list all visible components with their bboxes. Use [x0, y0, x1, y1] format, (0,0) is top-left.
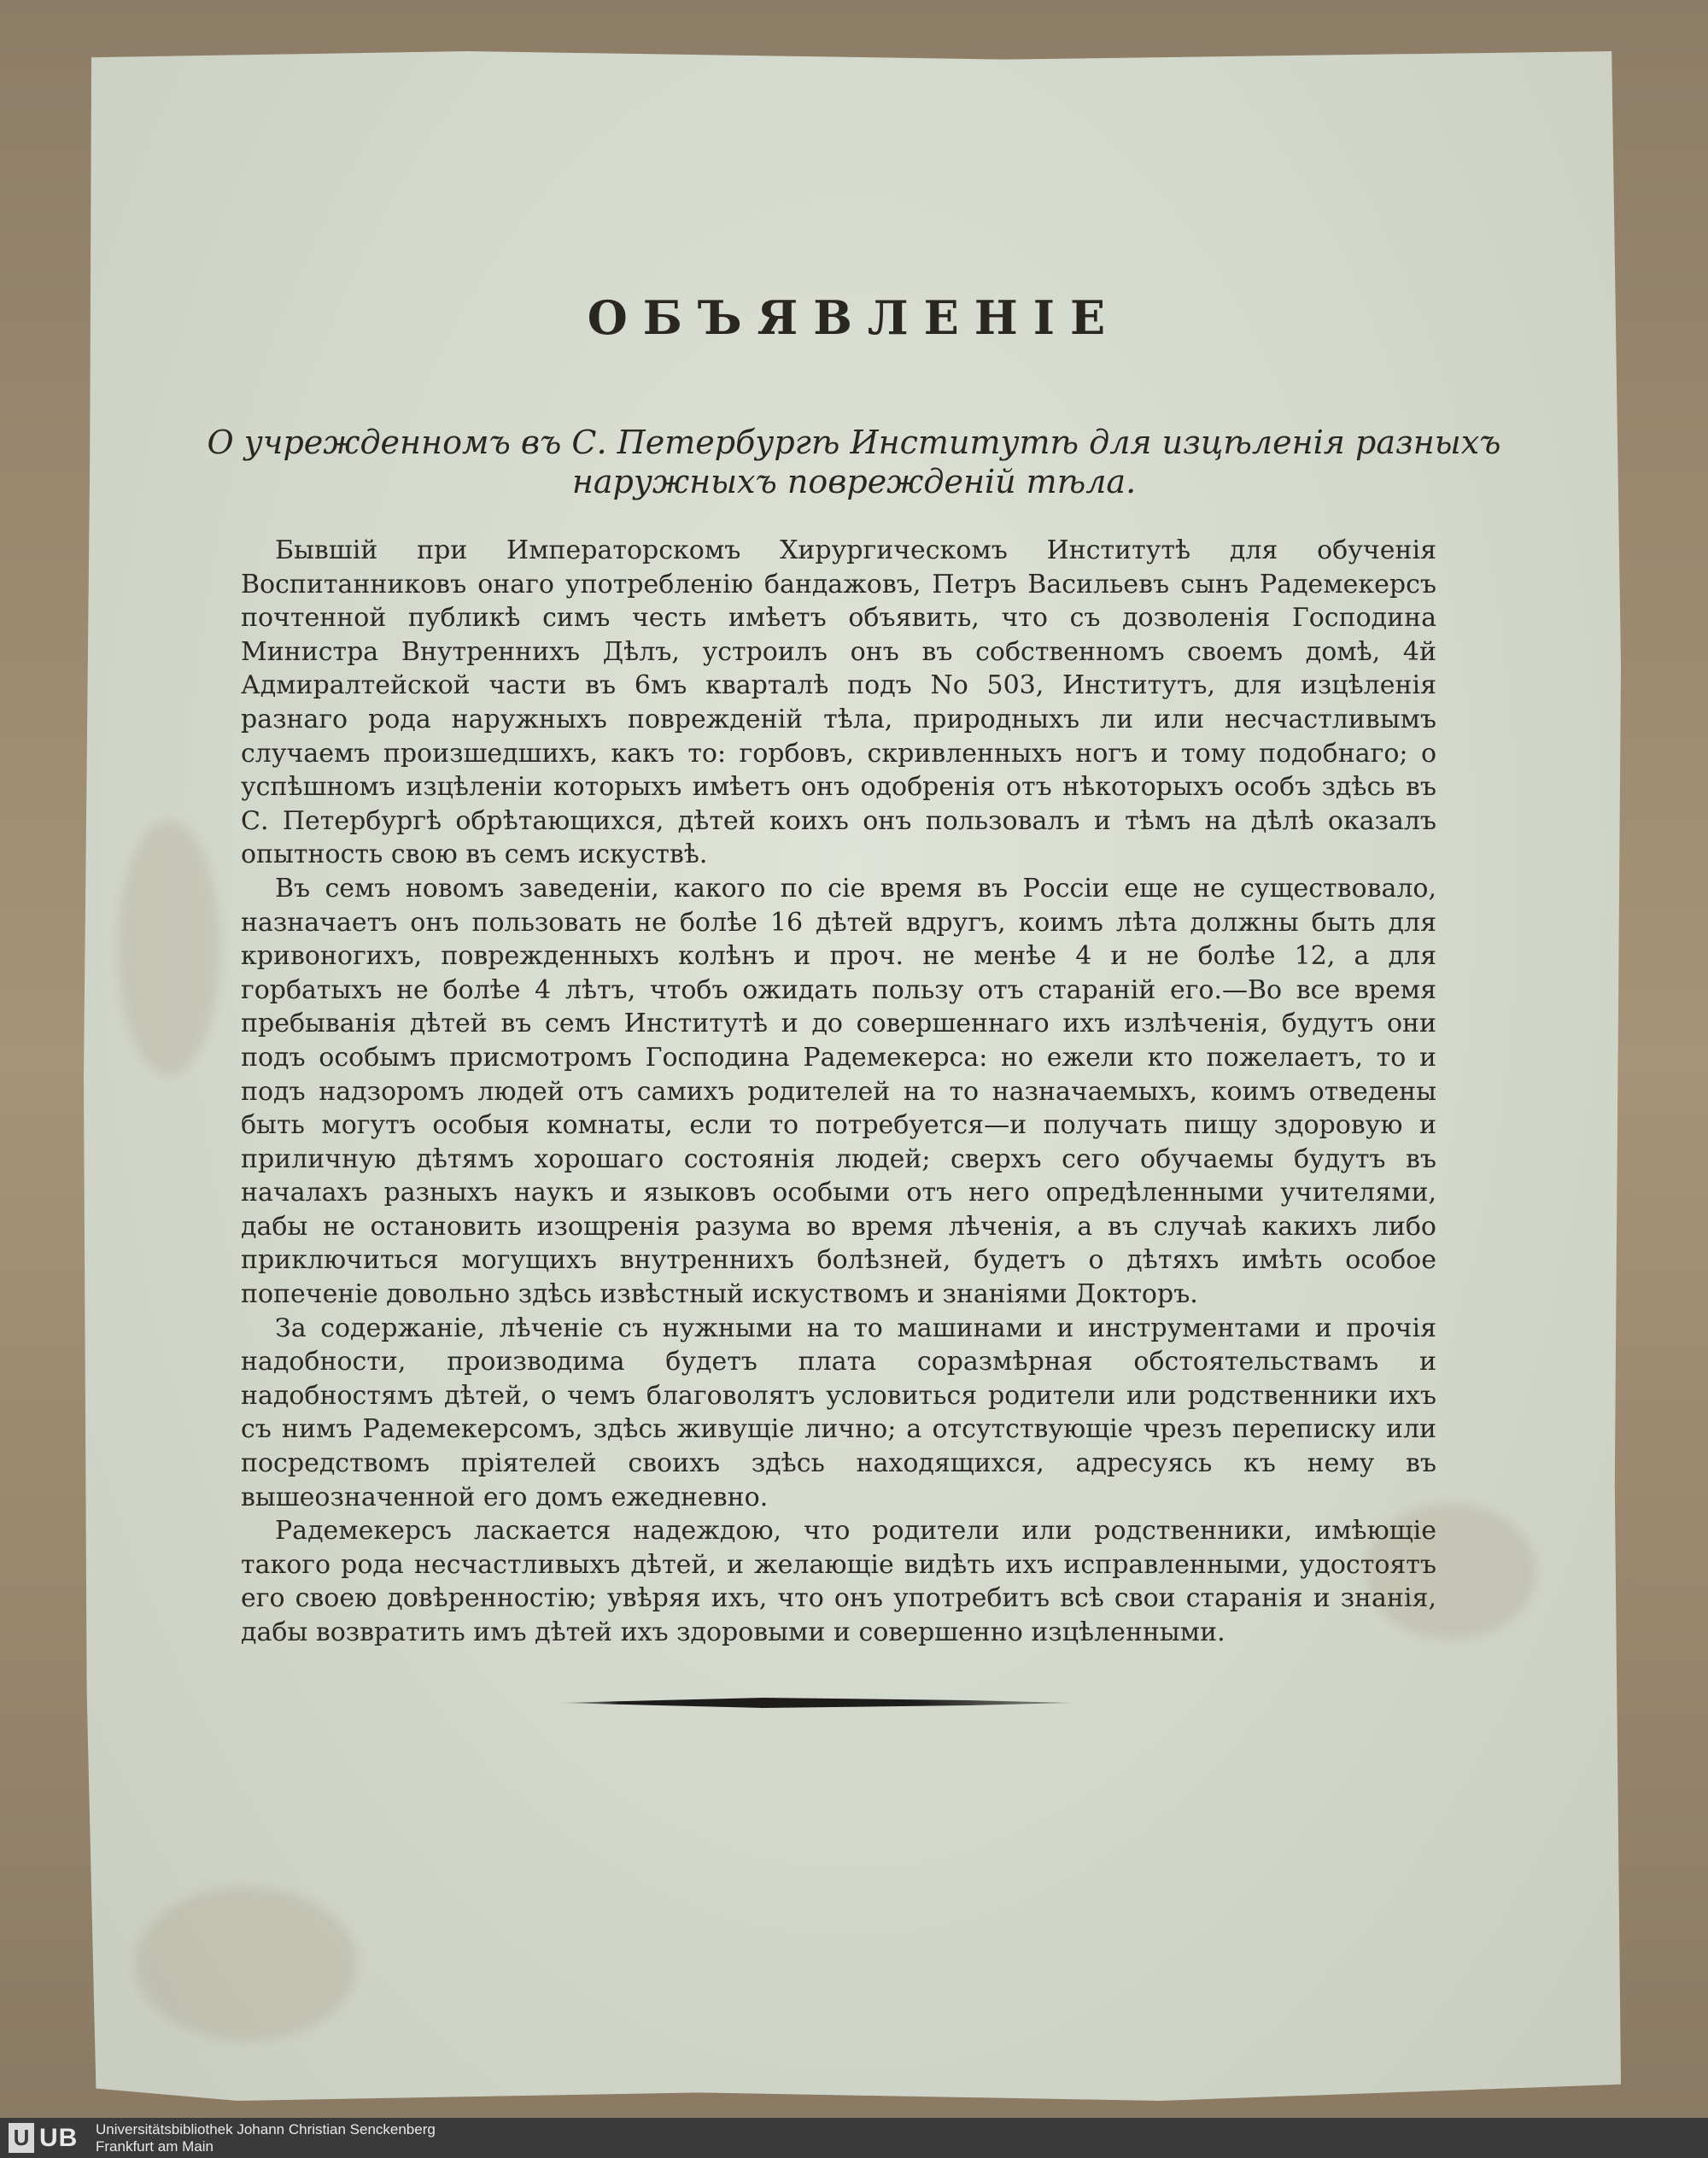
paragraph-1: Бывшій при Императорскомъ Хирургическомъ Институтѣ для обученія Воспитанниковъ онаго употребленію бандажовъ, Петръ Васильевъ сынъ Радемекерсъ почтенной публикѣ симъ честь имѣетъ объявить, что съ дозволенія Господина Министра Внутреннихъ Дѣлъ, устроилъ онъ въ собственномъ своемъ домѣ, 4й Адмиралтейской части въ 6мъ кварталѣ подъ No 503, Институтъ, для изцѣленія разнаго рода наружныхъ поврежденій тѣла, природныхъ ли или несчастливымъ случаемъ произшедшихъ, какъ то: горбовъ, скривленныхъ ногъ и тому подобнаго; о успѣшномъ изцѣленіи которыхъ имѣетъ онъ одобренія отъ нѣкоторыхъ особъ здѣсь въ С. Петербургѣ обрѣтающихся, дѣтей коихъ онъ пользовалъ и тѣмъ на дѣлѣ оказалъ опытность свою въ семъ искуствѣ. — [241, 535, 1436, 870]
logo-text: UB — [39, 2124, 79, 2152]
library-logo — [9, 2123, 91, 2153]
library-footer — [0, 2118, 1708, 2158]
paragraph-2: Въ семъ новомъ заведеніи, какого по сіе время въ Россіи еще не существовало, назначаетъ онъ пользовать не болѣе 16 дѣтей вдругъ, коимъ лѣта должны быть для кривоногихъ, поврежденныхъ колѣнъ и проч. не менѣе 4 и не болѣе 12, а для горбатыхъ не болѣе 4 лѣтъ, чтобъ ожидать пользу отъ стараній его.—Во все время пребыванія дѣтей въ семъ Институтѣ и до совершеннаго ихъ излѣченія, будутъ они подъ особымъ присмотромъ Господина Радемекерса: но ежели кто пожелаетъ, то и подъ надзоромъ людей отъ самихъ родителей на то назначаемыхъ, коимъ отведены быть могутъ особыя комнаты, если то потребуется—и получать пищу здоровую и приличную дѣтямъ хорошаго состоянія людей; сверхъ сего обучаемы будутъ въ началахъ разныхъ наукъ и языковъ особыми отъ него опредѣленными учителями, дабы не остановить изощренія разума во время лѣченія, а въ случаѣ какихъ либо приключиться могущихъ внутреннихъ болѣзней, будетъ о дѣтяхъ имѣть особое попеченіе довольно здѣсь извѣстный искуствомъ и знаніями Докторъ. — [241, 873, 1436, 1310]
library-city: Frankfurt am Main — [96, 2138, 214, 2155]
paragraph-4: Радемекерсъ ласкается надеждою, что родители или родственники, имѣющіе такого рода несчастливыхъ дѣтей, и желающіе видѣть ихъ исправленными, удостоятъ его своею довѣренностію; увѣряя ихъ, что онъ употребитъ всѣ свои старанія и знанія, дабы возвратить имъ дѣтей ихъ здоровыми и совершенно изцѣленными. — [241, 1516, 1436, 1647]
paragraph-3: За содержаніе, лѣченіе съ нужными на то машинами и инструментами и прочія надобности, производима будетъ плата соразмѣрная обстоятельствамъ и надобностямъ дѣтей, о чемъ благоволятъ условиться родители или родственники ихъ съ нимъ Радемекерсомъ, здѣсь живущіе лично; а отсутствующіе чрезъ переписку или посредствомъ пріятелей своихъ здѣсь находящихся, адресуясь къ нему въ вышеозначенной его домъ ежедневно. — [241, 1313, 1436, 1512]
document-subtitle: О учрежденномъ въ С. Петербургѣ Институтѣ для изцѣленія разныхъ наружныхъ поврежденій тѣла. — [207, 424, 1501, 500]
paper-stain — [118, 820, 220, 1076]
logo-mark: U — [9, 2123, 34, 2153]
document-body — [241, 534, 1436, 1650]
paper-stain — [135, 1887, 357, 2041]
library-name: Universitätsbibliothek Johann Christian Senckenberg — [96, 2121, 436, 2138]
document-title: ОБЪЯВЛЕНІЕ — [587, 290, 1121, 345]
